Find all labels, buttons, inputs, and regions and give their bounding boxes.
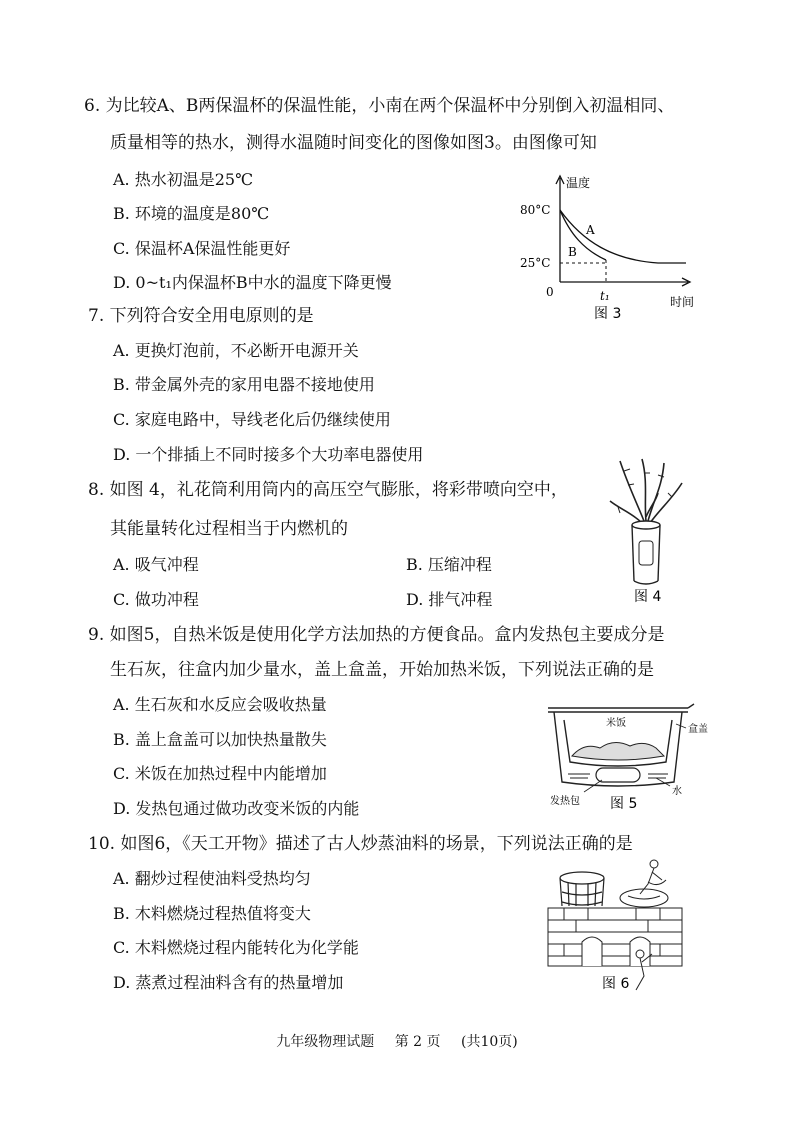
origin-label: 0 bbox=[546, 285, 554, 299]
label-water: 水 bbox=[672, 786, 682, 797]
figure-6-ancient-oil-stove bbox=[540, 858, 690, 994]
curve-a bbox=[560, 210, 686, 263]
x-axis-label: 时间 bbox=[670, 295, 695, 309]
q9-option-d: D. 发热包通过做功改变米饭的内能 bbox=[113, 799, 360, 818]
y-tick-25: 25°C bbox=[520, 256, 551, 270]
footer-page-number: 第 2 页 bbox=[394, 1034, 441, 1050]
q10-option-a: A. 翻炒过程使油料受热均匀 bbox=[113, 869, 311, 888]
curve-b-label: B bbox=[568, 245, 577, 259]
q10-stem: 10. 如图6，《天工开物》描述了古人炒蒸油料的场景，下列说法正确的是 bbox=[88, 834, 633, 854]
q9-option-b: B. 盖上盒盖可以加快热量散失 bbox=[113, 730, 327, 749]
y-axis-label: 温度 bbox=[566, 176, 591, 190]
figure-5-caption: 图 5 bbox=[610, 796, 638, 812]
label-rice: 米饭 bbox=[606, 718, 626, 729]
q10-option-d: D. 蒸煮过程油料含有的热量增加 bbox=[113, 973, 344, 992]
q8-option-d: D. 排气冲程 bbox=[406, 590, 493, 609]
q6-stem-line1: 6. 为比较A、B两保温杯的保温性能，小南在两个保温杯中分别倒入初温相同、 bbox=[84, 96, 675, 116]
figure-3-caption: 图 3 bbox=[594, 306, 622, 322]
q9-option-a: A. 生石灰和水反应会吸收热量 bbox=[113, 695, 327, 714]
x-tick-t1: t₁ bbox=[600, 289, 610, 303]
q7-option-d: D. 一个排插上不同时接多个大功率电器使用 bbox=[113, 445, 424, 464]
q9-stem-line2: 生石灰，往盒内加少量水，盖上盒盖，开始加热米饭，下列说法正确的是 bbox=[110, 660, 654, 680]
q8-option-a: A. 吸气冲程 bbox=[113, 555, 199, 574]
q6-option-d: D. 0~t₁内保温杯B中水的温度下降更慢 bbox=[113, 273, 392, 292]
q8-stem-line1: 8. 如图 4，礼花筒利用筒内的高压空气膨胀，将彩带喷向空中， bbox=[88, 480, 568, 500]
q6-option-c: C. 保温杯A保温性能更好 bbox=[113, 239, 291, 258]
heating-pack bbox=[596, 768, 640, 782]
q8-option-b: B. 压缩冲程 bbox=[406, 555, 492, 574]
page-footer bbox=[0, 1031, 794, 1051]
q7-option-c: C. 家庭电路中，导线老化后仍继续使用 bbox=[113, 410, 391, 429]
q8-option-c: C. 做功冲程 bbox=[113, 590, 199, 609]
figure-5-self-heating-box bbox=[544, 700, 720, 812]
q6-option-b: B. 环境的温度是80℃ bbox=[113, 204, 270, 223]
popper-tube bbox=[632, 521, 660, 584]
brick-stove bbox=[548, 908, 682, 966]
q10-option-b: B. 木料燃烧过程热值将变大 bbox=[113, 904, 311, 923]
graph-axes bbox=[556, 176, 690, 286]
label-lid: 盒盖 bbox=[688, 724, 708, 735]
q8-stem-line2: 其能量转化过程相当于内燃机的 bbox=[110, 519, 348, 539]
q7-option-a: A. 更换灯泡前，不必断开电源开关 bbox=[113, 341, 359, 360]
wooden-steamer bbox=[560, 872, 604, 906]
footer-subject: 九年级物理试题 bbox=[276, 1034, 375, 1050]
frying-pan bbox=[620, 889, 668, 907]
q6-option-a: A. 热水初温是25℃ bbox=[113, 170, 253, 189]
lid bbox=[548, 704, 694, 712]
curve-a-label: A bbox=[586, 223, 595, 237]
label-heating-pack: 发热包 bbox=[550, 796, 580, 807]
figure-3-graph bbox=[488, 172, 698, 324]
q7-option-b: B. 带金属外壳的家用电器不接地使用 bbox=[113, 375, 375, 394]
y-tick-80: 80°C bbox=[520, 203, 551, 217]
streamers bbox=[610, 459, 682, 523]
figure-4-party-popper bbox=[606, 457, 686, 605]
q9-stem-line1: 9. 如图5，自热米饭是使用化学方法加热的方便食品。盒内发热包主要成分是 bbox=[88, 625, 665, 645]
figure-4-caption: 图 4 bbox=[634, 589, 662, 605]
q7-stem: 7. 下列符合安全用电原则的是 bbox=[88, 306, 314, 326]
q6-stem-line2: 质量相等的热水，测得水温随时间变化的图像如图3。由图像可知 bbox=[110, 133, 597, 153]
figure-6-caption: 图 6 bbox=[602, 976, 630, 992]
q9-option-c: C. 米饭在加热过程中内能增加 bbox=[113, 764, 327, 783]
q10-option-c: C. 木料燃烧过程内能转化为化学能 bbox=[113, 938, 359, 957]
rice bbox=[572, 742, 664, 760]
footer-total-pages: (共10页) bbox=[460, 1034, 518, 1050]
